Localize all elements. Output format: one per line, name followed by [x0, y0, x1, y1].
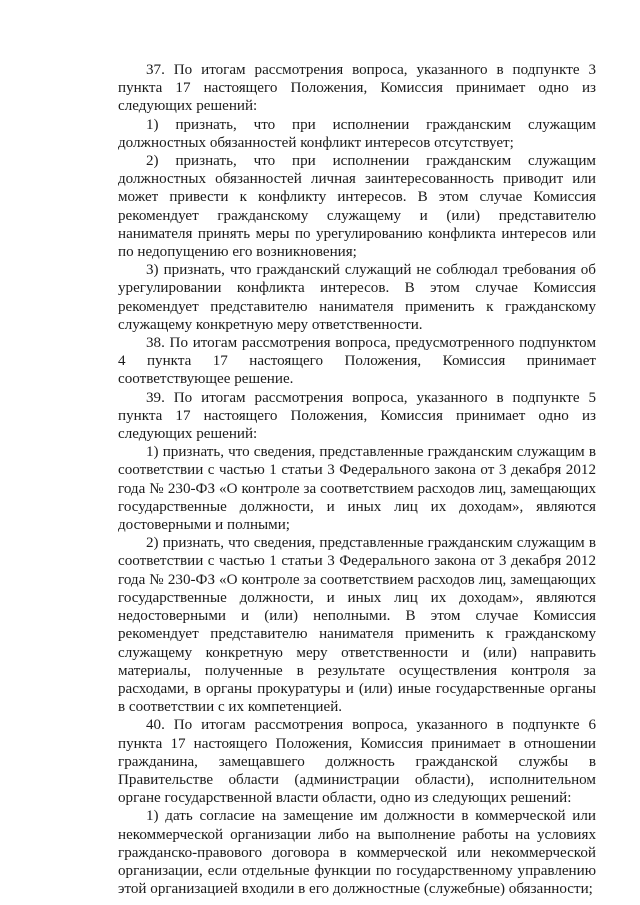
paragraph-37-item-3: 3) признать, что гражданский служащий не соблюдал требования об урегулировании конфликта интересов. В этом случае Комиссия рекомендует представителю нанимателя применить к гражданскому служащему конкретную меру ответственности.	[118, 262, 596, 333]
paragraph-39: 39. По итогам рассмотрения вопроса, указанного в подпункте 5 пункта 17 настоящего Положения, Комиссия принимает одно из следующих решений:	[118, 389, 596, 443]
paragraph-37-item-2: 2) признать, что при исполнении гражданским служащим должностных обязанностей личная заинтересованность приводит или может привести к конфликту интересов. В этом случае Комиссия рекомендует гражданскому служащему и (или) представителю нанимателя принять меры по урегулированию конфликта интересов или по недопущению его возникновения;	[118, 153, 596, 261]
paragraph-39-item-1: 1) признать, что сведения, представленные гражданским служащим в соответствии с частью 1 статьи 3 Федерального закона от 3 декабря 2012 года № 230-ФЗ «О контроле за соответствием расходов лиц, замещающих государственные должности, и иных лиц их доходам», являются достоверными и полными;	[118, 444, 596, 534]
paragraph-40: 40. По итогам рассмотрения вопроса, указанного в подпункте 6 пункта 17 настоящего Положения, Комиссия принимает в отношении гражданина, замещавшего должность гражданской службы в Правительстве области (администрации области), исполнительном органе государственной власти области, одно из следующих решений:	[118, 717, 596, 807]
document-body	[118, 61, 596, 898]
paragraph-40-item-1: 1) дать согласие на замещение им должности в коммерческой или некоммерческой организации либо на выполнение работы на условиях гражданско-правового договора в коммерческой или некоммерческой организации, если отдельные функции по государственному управлению этой организацией входили в его должностные (служебные) обязанности;	[118, 808, 596, 898]
paragraph-38: 38. По итогам рассмотрения вопроса, предусмотренного подпунктом 4 пункта 17 настоящего Положения, Комиссия принимает соответствующее решение.	[118, 335, 596, 388]
paragraph-37-item-1: 1) признать, что при исполнении гражданским служащим должностных обязанностей конфликт интересов отсутствует;	[118, 116, 596, 151]
paragraph-37: 37. По итогам рассмотрения вопроса, указанного в подпункте 3 пункта 17 настоящего Положения, Комиссия принимает одно из следующих решений:	[118, 62, 596, 115]
paragraph-39-item-2: 2) признать, что сведения, представленные гражданским служащим в соответствии с частью 1 статьи 3 Федерального закона от 3 декабря 2012 года № 230-ФЗ «О контроле за соответствием расходов лиц, замещающих государственные должности, и иных лиц их доходам», являются недостоверными и (или) неполными. В этом случае Комиссия рекомендует представителю нанимателя применить к гражданскому служащему конкретную меру ответственности и (или) направить материалы, полученные в результате осуществления контроля за расходами, в органы прокуратуры и (или) иные государственные органы в соответствии с их компетенцией.	[118, 535, 596, 716]
